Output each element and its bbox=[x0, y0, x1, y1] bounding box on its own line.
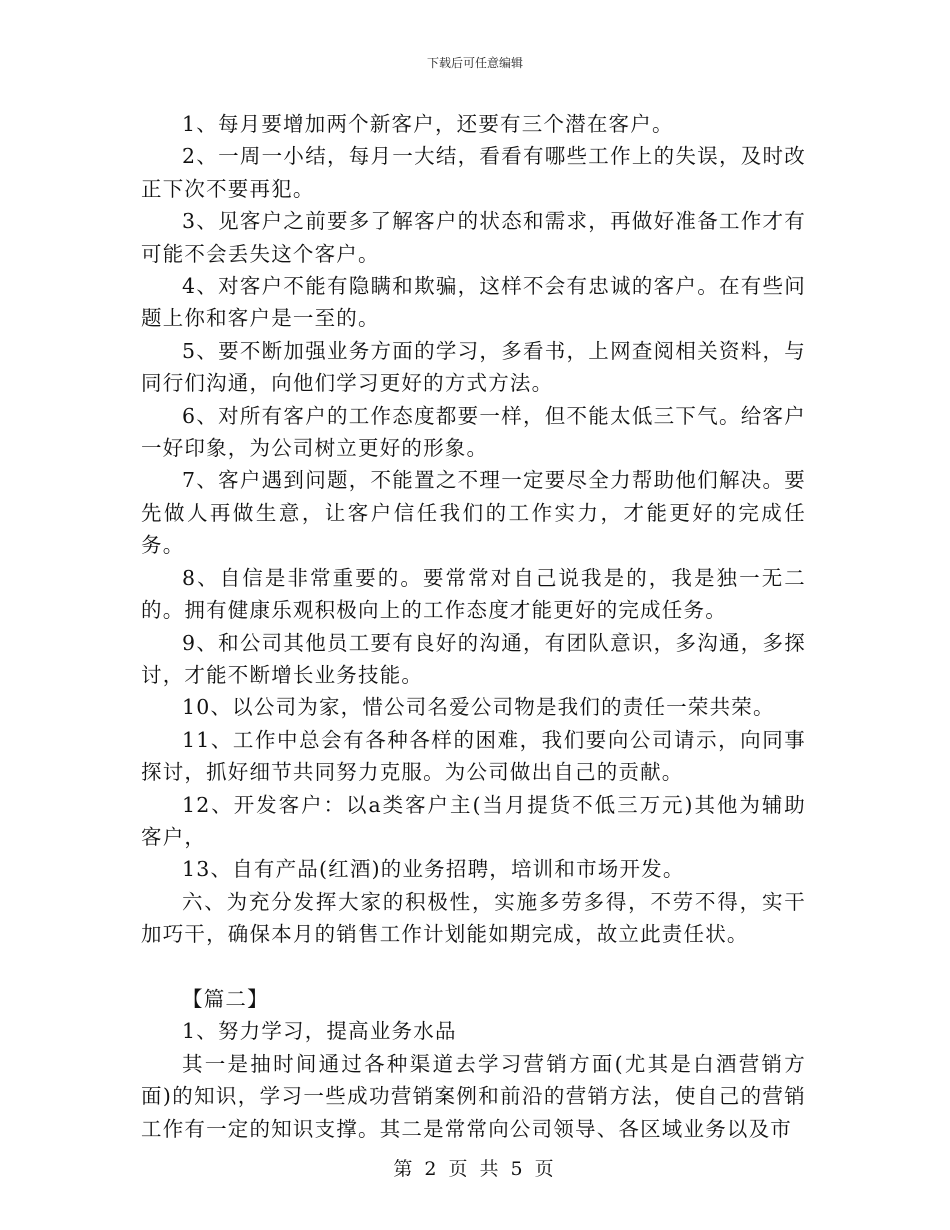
paragraph-item-1: 1、每月要增加两个新客户，还要有三个潜在客户。 bbox=[182, 112, 674, 136]
paragraph-item-5: 5、要不断加强业务方面的学习，多看书，上网查阅相关资料，与同行们沟通，向他们学习更好的方式方法。 bbox=[141, 338, 806, 396]
paragraph-item-10: 10、以公司为家，惜公司名爱公司物是我们的责任一荣共荣。 bbox=[182, 695, 775, 720]
paragraph-item-8: 8、自信是非常重要的。要常常对自己说我是的，我是独一无二的。拥有健康乐观积极向上的工作态度才能更好的完成任务。 bbox=[141, 565, 806, 623]
page-header: 下载后可任意编辑 bbox=[426, 56, 523, 70]
page-number-footer: 第 2 页 共 5 页 bbox=[393, 1158, 557, 1180]
paragraph-item-4: 4、对客户不能有隐瞒和欺骗，这样不会有忠诚的客户。在有些问题上你和客户是一至的。 bbox=[141, 274, 806, 331]
section2-paragraph-1: 1、努力学习，提高业务水品 bbox=[182, 1019, 457, 1044]
paragraph-item-11: 11、工作中总会有各种各样的困难，我们要向公司请示，向同事探讨，抓好细节共同努力克服。为公司做出自己的贡献。 bbox=[141, 727, 806, 785]
paragraph-item-9: 9、和公司其他员工要有良好的沟通，有团队意识，多沟通，多探讨，才能不断增长业务技能。 bbox=[141, 630, 806, 687]
paragraph-section-six: 六、为充分发挥大家的积极性，实施多劳多得，不劳不得，实干加巧干，确保本月的销售工作计划能如期完成，故立此责任状。 bbox=[141, 889, 806, 947]
paragraph-item-2: 2、一周一小结，每月一大结，看看有哪些工作上的失误，及时改正下次不要再犯。 bbox=[141, 144, 806, 201]
paragraph-item-6: 6、对所有客户的工作态度都要一样，但不能太低三下气。给客户一好印象，为公司树立更好的形象。 bbox=[141, 403, 806, 461]
section-heading: 【篇二】 bbox=[182, 986, 269, 1011]
paragraph-item-12: 12、开发客户：以a类客户主(当月提货不低三万元)其他为辅助客户， bbox=[141, 792, 806, 849]
document-body bbox=[141, 108, 806, 1145]
section2-paragraph-2: 其一是抽时间通过各种渠道去学习营销方面(尤其是白酒营销方面)的知识，学习一些成功营销案例和前沿的营销方法，使自己的营销工作有一定的知识支撑。其二是常常向公司领导、各区域业务以及市 bbox=[141, 1051, 806, 1141]
paragraph-item-13: 13、自有产品(红酒)的业务招聘，培训和市场开发。 bbox=[182, 857, 685, 882]
paragraph-item-7: 7、客户遇到问题，不能置之不理一定要尽全力帮助他们解决。要先做人再做生意，让客户信任我们的工作实力，才能更好的完成任务。 bbox=[141, 468, 806, 558]
paragraph-item-3: 3、见客户之前要多了解客户的状态和需求，再做好准备工作才有可能不会丢失这个客户。 bbox=[141, 209, 806, 266]
